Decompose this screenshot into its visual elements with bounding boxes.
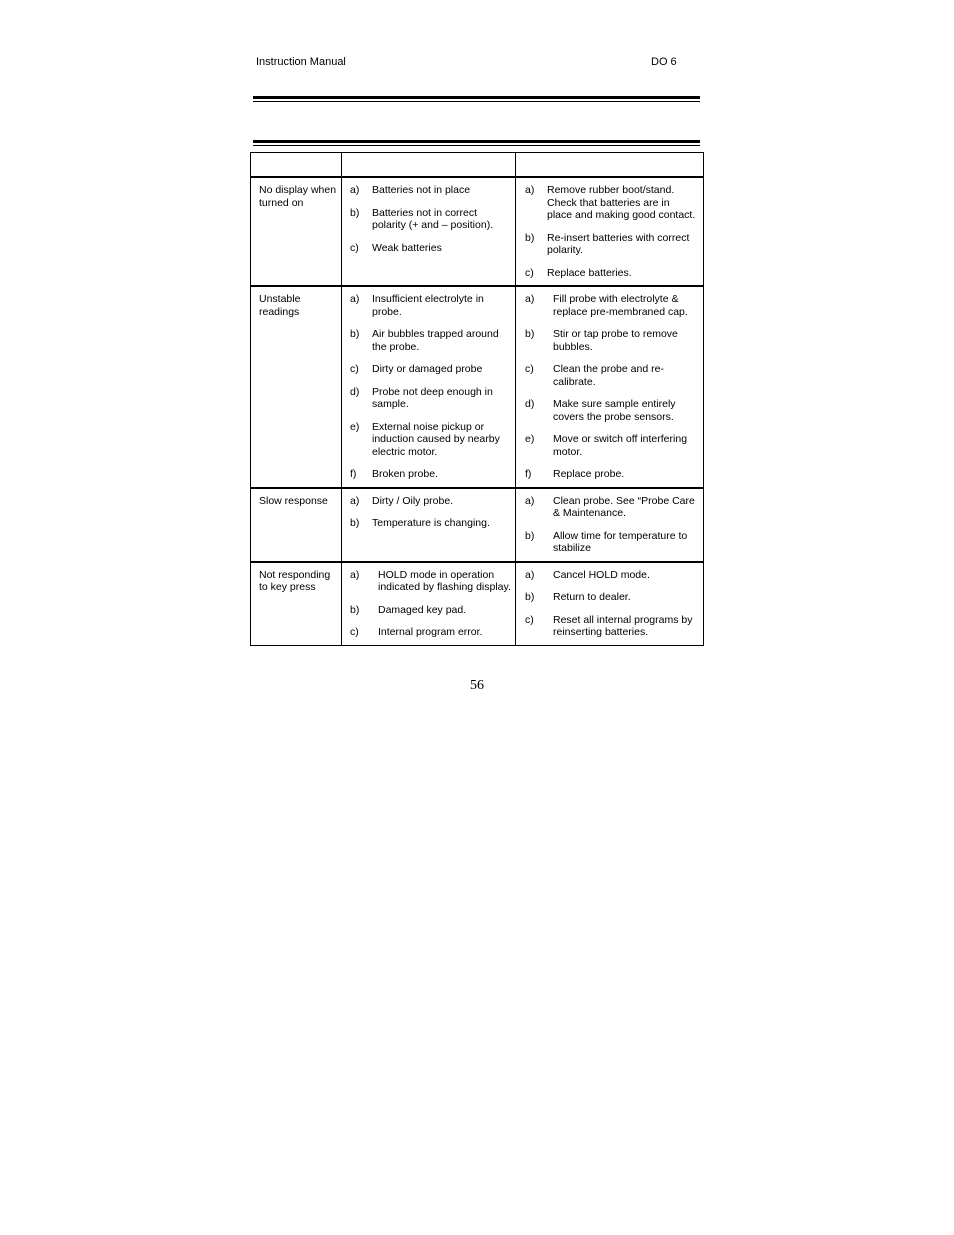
table-row <box>251 286 704 488</box>
solution-item <box>525 184 697 222</box>
cause-item-text: External noise pickup or induction caused by nearby electric motor. <box>372 420 500 458</box>
cause-item-text: Probe not deep enough in sample. <box>372 385 493 410</box>
cause-item-text: Weak batteries <box>372 241 442 254</box>
cause-item <box>350 293 511 318</box>
solution-item-label: a) <box>525 568 535 581</box>
cause-cell <box>342 177 516 286</box>
solution-item-text: Re-insert batteries with correct polarity. <box>547 231 690 256</box>
cause-item <box>350 569 511 594</box>
cause-item <box>350 386 511 411</box>
cause-item-text: Air bubbles trapped around the probe. <box>372 328 499 353</box>
solution-item <box>525 591 697 604</box>
solution-item-label: a) <box>525 494 535 507</box>
cause-item-label: b) <box>350 603 360 616</box>
cause-item-text: Damaged key pad. <box>378 603 467 616</box>
cause-item <box>350 517 511 530</box>
cause-item <box>350 468 511 481</box>
problem-cell: No display when turned on <box>251 177 342 286</box>
solution-item-text: Allow time for temperature to stabilize <box>553 529 688 554</box>
cause-item-text: Batteries not in correct polarity (+ and – position). <box>372 206 494 231</box>
cause-item <box>350 363 511 376</box>
problem-cell: Unstable readings <box>251 286 342 488</box>
cause-item <box>350 328 511 353</box>
solution-item-label: c) <box>525 613 534 626</box>
cause-item-text: HOLD mode in operation indicated by flashing display. <box>378 568 511 593</box>
cause-cell <box>342 286 516 488</box>
solution-item-text: Clean probe. See “Probe Care & Maintenance. <box>553 494 695 519</box>
header-solution <box>516 153 704 178</box>
solution-item-text: Fill probe with electrolyte & replace pre-membraned cap. <box>553 293 688 318</box>
table-row <box>251 177 704 286</box>
solution-item-text: Cancel HOLD mode. <box>553 568 650 581</box>
solution-item-label: c) <box>525 266 534 279</box>
cause-cell <box>342 488 516 562</box>
cause-item-text: Dirty or damaged probe <box>372 363 483 375</box>
solution-item-text: Replace batteries. <box>547 266 632 279</box>
cause-item-label: b) <box>350 206 360 219</box>
header-problem <box>251 153 342 178</box>
solution-item-text: Return to dealer. <box>553 591 631 603</box>
solution-item-label: b) <box>525 529 535 542</box>
cause-item-text: Dirty / Oily probe. <box>372 494 454 507</box>
solution-item-label: d) <box>525 398 535 410</box>
problem-cell: Slow response <box>251 488 342 562</box>
solution-item-text: Clean the probe and re-calibrate. <box>553 363 664 388</box>
header-title: Instruction Manual <box>256 56 346 68</box>
solution-item-label: e) <box>525 433 535 445</box>
solution-item-label: b) <box>525 591 535 603</box>
cause-item-label: c) <box>350 241 359 254</box>
solution-item-label: b) <box>525 231 535 244</box>
table-header-row <box>251 153 704 178</box>
cause-item <box>350 421 511 459</box>
solution-cell <box>516 177 704 286</box>
cause-item-label: a) <box>350 184 360 196</box>
cause-item <box>350 495 511 508</box>
cause-item-text: Batteries not in place <box>372 184 471 196</box>
solution-item <box>525 468 697 481</box>
solution-item <box>525 530 697 555</box>
solution-item-label: c) <box>525 363 534 375</box>
solution-cell <box>516 562 704 646</box>
cause-item <box>350 242 511 255</box>
cause-item-label: f) <box>350 468 357 480</box>
solution-item-label: a) <box>525 184 535 196</box>
solution-item-label: a) <box>525 293 535 305</box>
solution-item-text: Remove rubber boot/stand. Check that batteries are in place and making good contact. <box>547 184 696 221</box>
solution-item-label: b) <box>525 328 535 340</box>
header-rule <box>253 96 700 102</box>
cause-item-label: c) <box>350 363 359 375</box>
solution-item <box>525 495 697 520</box>
cause-item-label: b) <box>350 517 360 529</box>
solution-item-text: Make sure sample entirely covers the probe sensors. <box>553 398 676 423</box>
cause-item-text: Internal program error. <box>378 626 483 638</box>
cause-item <box>350 184 511 197</box>
solution-item <box>525 614 697 639</box>
cause-item-label: e) <box>350 420 360 433</box>
solution-item <box>525 569 697 582</box>
solution-item <box>525 328 697 353</box>
cause-item-label: d) <box>350 385 360 398</box>
cause-item-label: a) <box>350 568 360 581</box>
solution-item-label: f) <box>525 468 532 480</box>
cause-item-text: Insufficient electrolyte in probe. <box>372 293 484 318</box>
cause-item <box>350 604 511 617</box>
header-cause <box>342 153 516 178</box>
cause-item-label: b) <box>350 328 360 340</box>
solution-item-text: Move or switch off interfering motor. <box>553 433 688 458</box>
cause-item-text: Temperature is changing. <box>372 517 490 529</box>
solution-cell <box>516 488 704 562</box>
solution-item <box>525 267 697 280</box>
solution-item <box>525 433 697 458</box>
problem-cell: Not responding to key press <box>251 562 342 646</box>
section-rule <box>253 140 700 146</box>
page-number: 56 <box>470 678 484 693</box>
header-model: DO 6 <box>651 56 677 68</box>
table-row <box>251 488 704 562</box>
cause-item-label: a) <box>350 293 360 305</box>
cause-item-label: c) <box>350 626 359 638</box>
solution-item-text: Stir or tap probe to remove bubbles. <box>553 328 678 353</box>
cause-item-label: a) <box>350 494 360 507</box>
table-row <box>251 562 704 646</box>
cause-cell <box>342 562 516 646</box>
solution-cell <box>516 286 704 488</box>
cause-item-text: Broken probe. <box>372 468 438 480</box>
solution-item <box>525 398 697 423</box>
cause-item <box>350 626 511 639</box>
solution-item-text: Replace probe. <box>553 468 625 480</box>
solution-item <box>525 232 697 257</box>
cause-item <box>350 207 511 232</box>
troubleshooting-table <box>250 152 704 646</box>
solution-item-text: Reset all internal programs by reinserting batteries. <box>553 613 693 638</box>
solution-item <box>525 363 697 388</box>
solution-item <box>525 293 697 318</box>
